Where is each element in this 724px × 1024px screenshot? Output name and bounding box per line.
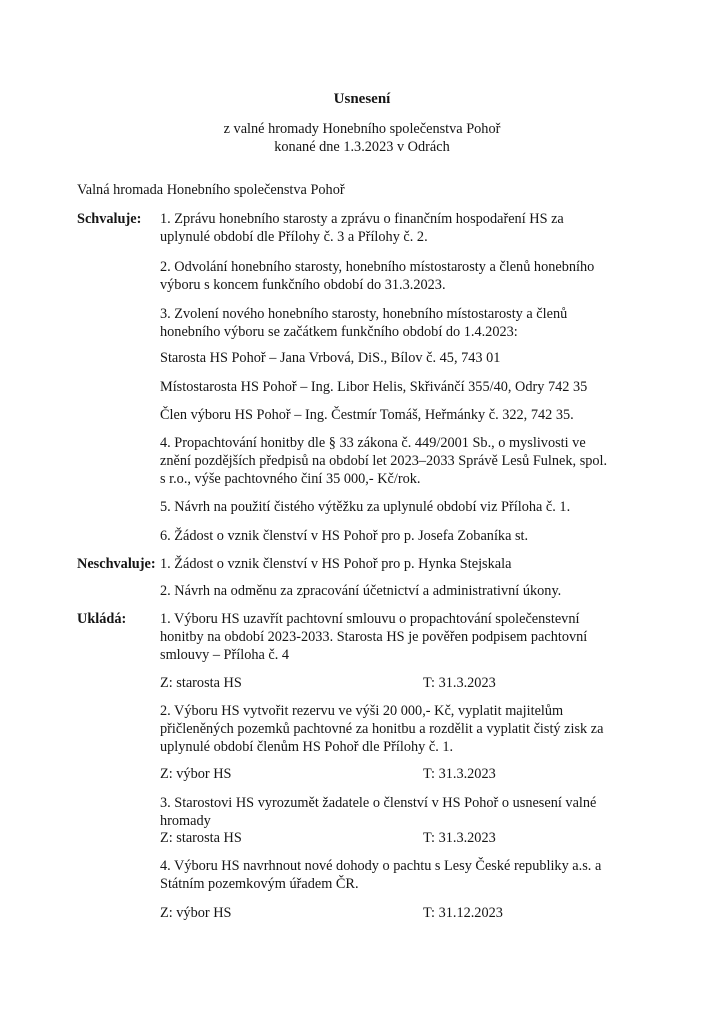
schvaluje-item-4 xyxy=(160,434,680,488)
uklada-due-2 xyxy=(160,765,660,783)
uklada-item-1 xyxy=(160,610,680,664)
responsible-person: Z: výbor HS xyxy=(160,766,232,782)
deadline: T: 31.3.2023 xyxy=(423,830,496,846)
uklada-item-2 xyxy=(160,702,680,756)
text-line: uplynulé období členům HS Pohoř dle Přílohy č. 1. xyxy=(160,739,454,755)
text-line: znění pozdějších předpisů na období let 2023–2033 Správě Lesů Fulnek, spol. xyxy=(160,453,608,469)
text-line: 3. Starostovi HS vyrozumět žadatele o členství v HS Pohoř o usnesení valné xyxy=(160,795,597,811)
schvaluje-item-3 xyxy=(160,305,680,341)
text-line: výboru s koncem funkčního období do 31.3.2023. xyxy=(160,277,446,293)
responsible-person: Z: výbor HS xyxy=(160,905,232,921)
uklada-due-4 xyxy=(160,904,660,922)
text-line: Státním pozemkovým úřadem ČR. xyxy=(160,876,359,892)
text-line: 1. Výboru HS uzavřít pachtovní smlouvu o propachtování společenstevní xyxy=(160,611,580,627)
subtitle-line-1: z valné hromady Honebního společenstva Pohoř xyxy=(223,121,501,137)
text-line: 4. Propachtování honitby dle § 33 zákona č. 449/2001 Sb., o myslivosti ve xyxy=(160,435,586,451)
text-line: honitby na období 2023-2033. Starosta HS je pověřen podpisem pachtovní xyxy=(160,629,588,645)
neschvaluje-item-2: 2. Návrh na odměnu za zpracování účetnictví a administrativní úkony. xyxy=(160,583,562,599)
text-line: honebního výboru se začátkem funkčního období do 1.4.2023: xyxy=(160,324,518,340)
schvaluje-item-6: 6. Žádost o vznik členství v HS Pohoř pro p. Josefa Zobaníka st. xyxy=(160,528,529,544)
text-line: 4. Výboru HS navrhnout nové dohody o pachtu s Lesy České republiky a.s. a xyxy=(160,858,602,874)
deadline: T: 31.3.2023 xyxy=(423,675,496,691)
schvaluje-item-5: 5. Návrh na použití čistého výtěžku za uplynulé období viz Příloha č. 1. xyxy=(160,499,571,515)
text-line: přičleněných pozemků pachtovné za honitbu a rozdělit a vyplatit čistý zisk za xyxy=(160,721,604,737)
neschvaluje-item-1: 1. Žádost o vznik členství v HS Pohoř pro p. Hynka Stejskala xyxy=(160,556,512,572)
section-label-neschvaluje: Neschvaluje: xyxy=(77,556,156,572)
text-line: 2. Odvolání honebního starosty, honebního místostarosty a členů honebního xyxy=(160,259,595,275)
text-line: hromady xyxy=(160,813,211,829)
deadline: T: 31.3.2023 xyxy=(423,766,496,782)
schvaluje-item-1 xyxy=(160,210,680,246)
uklada-item-4 xyxy=(160,857,680,893)
elected-mistostarosta: Místostarosta HS Pohoř – Ing. Libor Helis, Skřivánčí 355/40, Odry 742 35 xyxy=(160,379,588,395)
section-label-uklada: Ukládá: xyxy=(77,611,127,627)
intro-text: Valná hromada Honebního společenstva Pohoř xyxy=(77,182,345,198)
responsible-person: Z: starosta HS xyxy=(160,675,242,691)
elected-starosta: Starosta HS Pohoř – Jana Vrbová, DiS., Bílov č. 45, 743 01 xyxy=(160,350,501,366)
uklada-due-3 xyxy=(160,829,660,847)
text-line: 1. Zprávu honebního starosty a zprávu o finančním hospodaření HS za xyxy=(160,211,564,227)
uklada-item-3 xyxy=(160,794,680,830)
text-line: uplynulé období dle Přílohy č. 3 a Přílohy č. 2. xyxy=(160,229,428,245)
text-line: s r.o., výše pachtovného činí 35 000,- Kč/rok. xyxy=(160,471,421,487)
subtitle-line-2: konané dne 1.3.2023 v Odrách xyxy=(274,139,450,155)
elected-clen-vyboru: Člen výboru HS Pohoř – Ing. Čestmír Tomáš, Heřmánky č. 322, 742 35. xyxy=(160,407,574,423)
text-line: 3. Zvolení nového honebního starosty, honebního místostarosty a členů xyxy=(160,306,568,322)
text-line: 2. Výboru HS vytvořit rezervu ve výši 20 000,- Kč, vyplatit majitelům xyxy=(160,703,564,719)
schvaluje-item-2 xyxy=(160,258,680,294)
responsible-person: Z: starosta HS xyxy=(160,830,242,846)
text-line: smlouvy – Příloha č. 4 xyxy=(160,647,290,663)
section-label-schvaluje: Schvaluje: xyxy=(77,211,142,227)
uklada-due-1 xyxy=(160,674,660,692)
deadline: T: 31.12.2023 xyxy=(423,905,503,921)
document-title: Usnesení xyxy=(333,91,391,107)
